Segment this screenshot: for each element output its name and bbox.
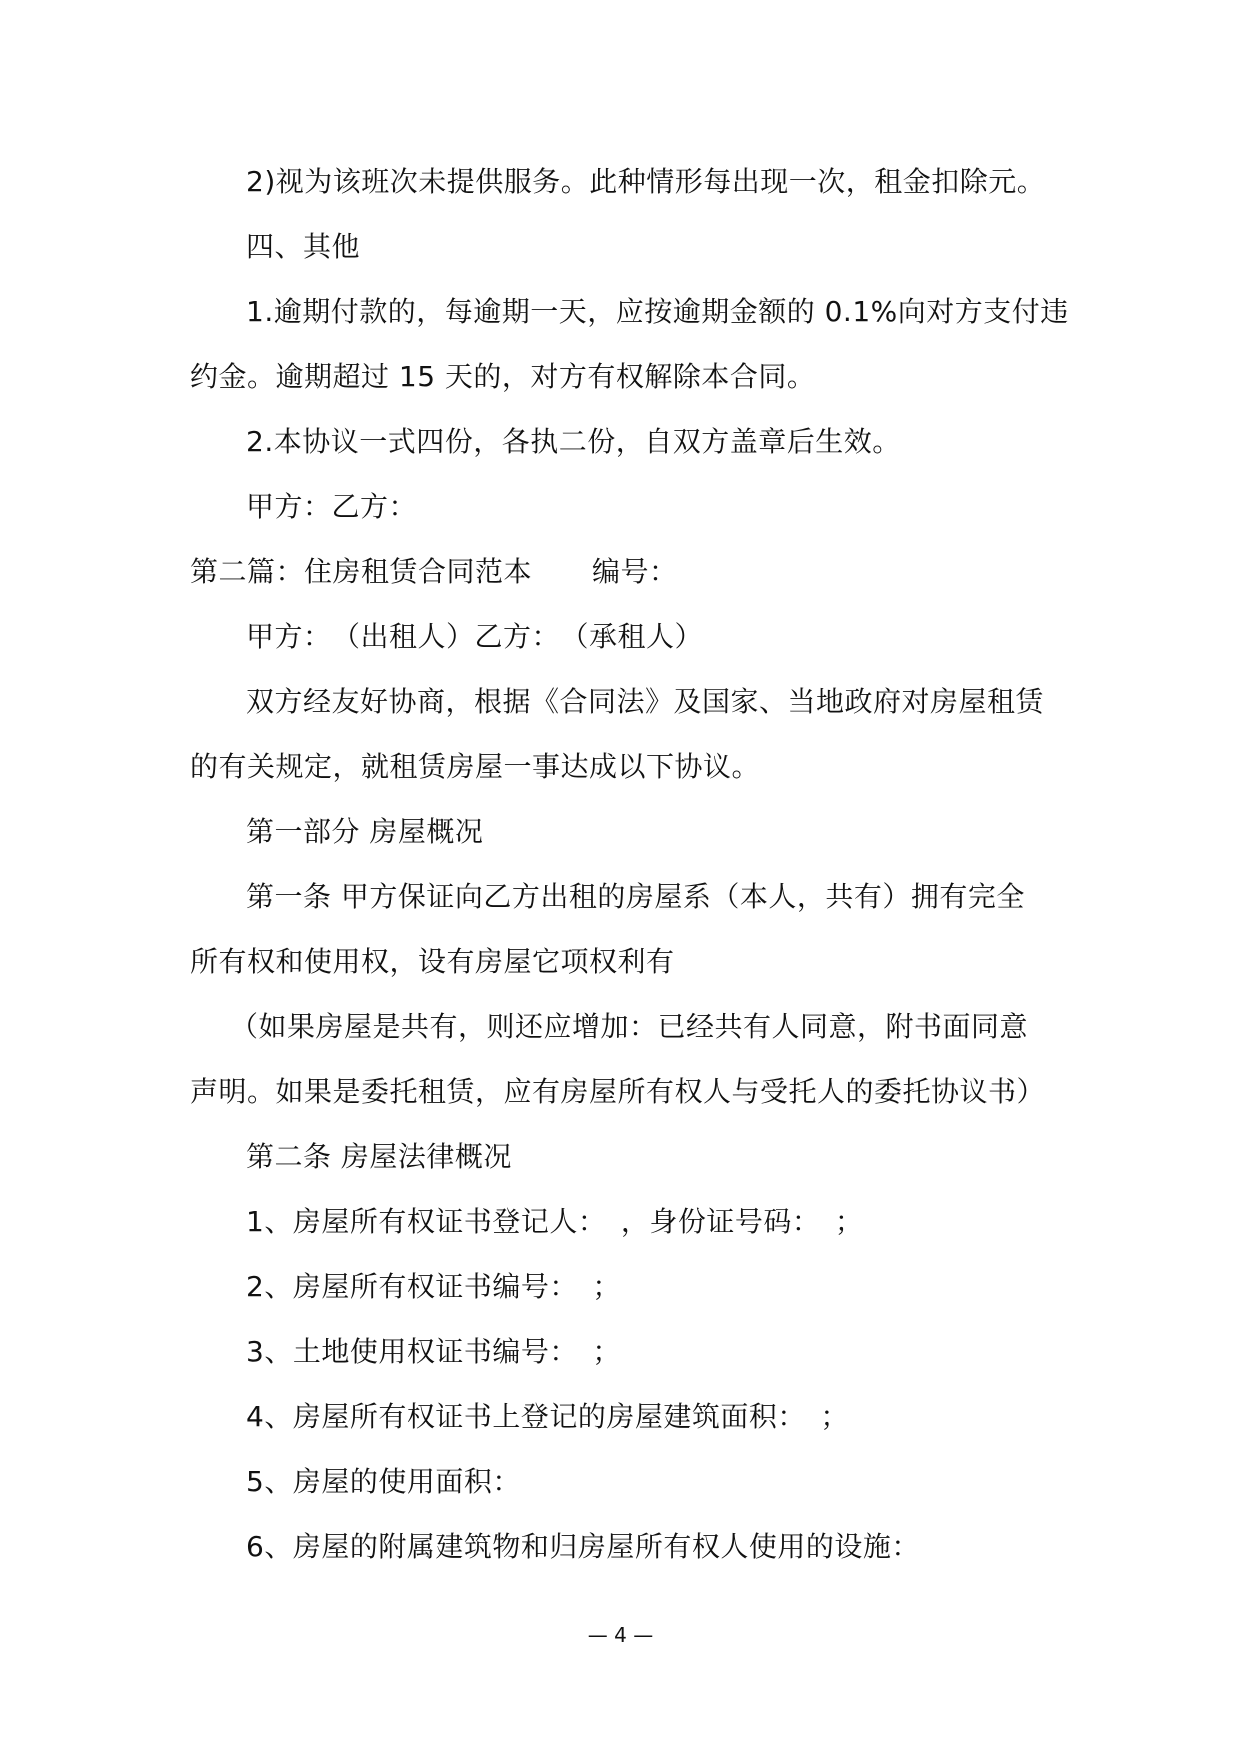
clause-penalty-line: 2)视为该班次未提供服务。此种情形每出现一次，租金扣除元。 xyxy=(246,165,1046,198)
clause-copies: 2.本协议一式四份，各执二份，自双方盖章后生效。 xyxy=(246,425,901,458)
section-heading-other: 四、其他 xyxy=(246,230,361,263)
legal-item-2: 2、房屋所有权证书编号： ； xyxy=(246,1270,621,1303)
contract-number-label: 编号： xyxy=(592,555,678,588)
clause-late-payment-line-2: 约金。逾期超过 15 天的，对方有权解除本合同。 xyxy=(190,360,816,393)
part-one-heading: 第一部分 房屋概况 xyxy=(246,815,484,848)
article-one-line-1: 第一条 甲方保证向乙方出租的房屋系（本人，共有）拥有完全 xyxy=(246,880,1025,913)
legal-item-6: 6、房屋的附属建筑物和归房屋所有权人使用的设施： xyxy=(246,1530,920,1563)
legal-item-1: 1、房屋所有权证书登记人： ，身份证号码： ； xyxy=(246,1205,864,1238)
signature-parties: 甲方：乙方： xyxy=(246,490,418,523)
chapter-title: 第二篇：住房租赁合同范本 xyxy=(190,555,533,588)
article-two-heading: 第二条 房屋法律概况 xyxy=(246,1140,512,1173)
note-line-1: （如果房屋是共有，则还应增加：已经共有人同意，附书面同意 xyxy=(230,1010,1029,1043)
preamble-line-1: 双方经友好协商，根据《合同法》及国家、当地政府对房屋租赁 xyxy=(246,685,1045,718)
chapter-title-row xyxy=(190,552,678,592)
preamble-line-2: 的有关规定，就租赁房屋一事达成以下协议。 xyxy=(190,750,761,783)
article-one-line-2: 所有权和使用权，设有房屋它项权利有 xyxy=(190,945,675,978)
legal-item-5: 5、房屋的使用面积： xyxy=(246,1465,521,1498)
page-number: — 4 — xyxy=(587,1623,654,1647)
clause-late-payment-line-1: 1.逾期付款的，每逾期一天，应按逾期金额的 0.1%向对方支付违 xyxy=(246,295,1069,328)
legal-item-3: 3、土地使用权证书编号： ； xyxy=(246,1335,621,1368)
note-line-2: 声明。如果是委托租赁，应有房屋所有权人与受托人的委托协议书） xyxy=(190,1075,1046,1108)
parties-line: 甲方： （出租人）乙方： （承租人） xyxy=(246,620,704,653)
legal-item-4: 4、房屋所有权证书上登记的房屋建筑面积： ； xyxy=(246,1400,849,1433)
